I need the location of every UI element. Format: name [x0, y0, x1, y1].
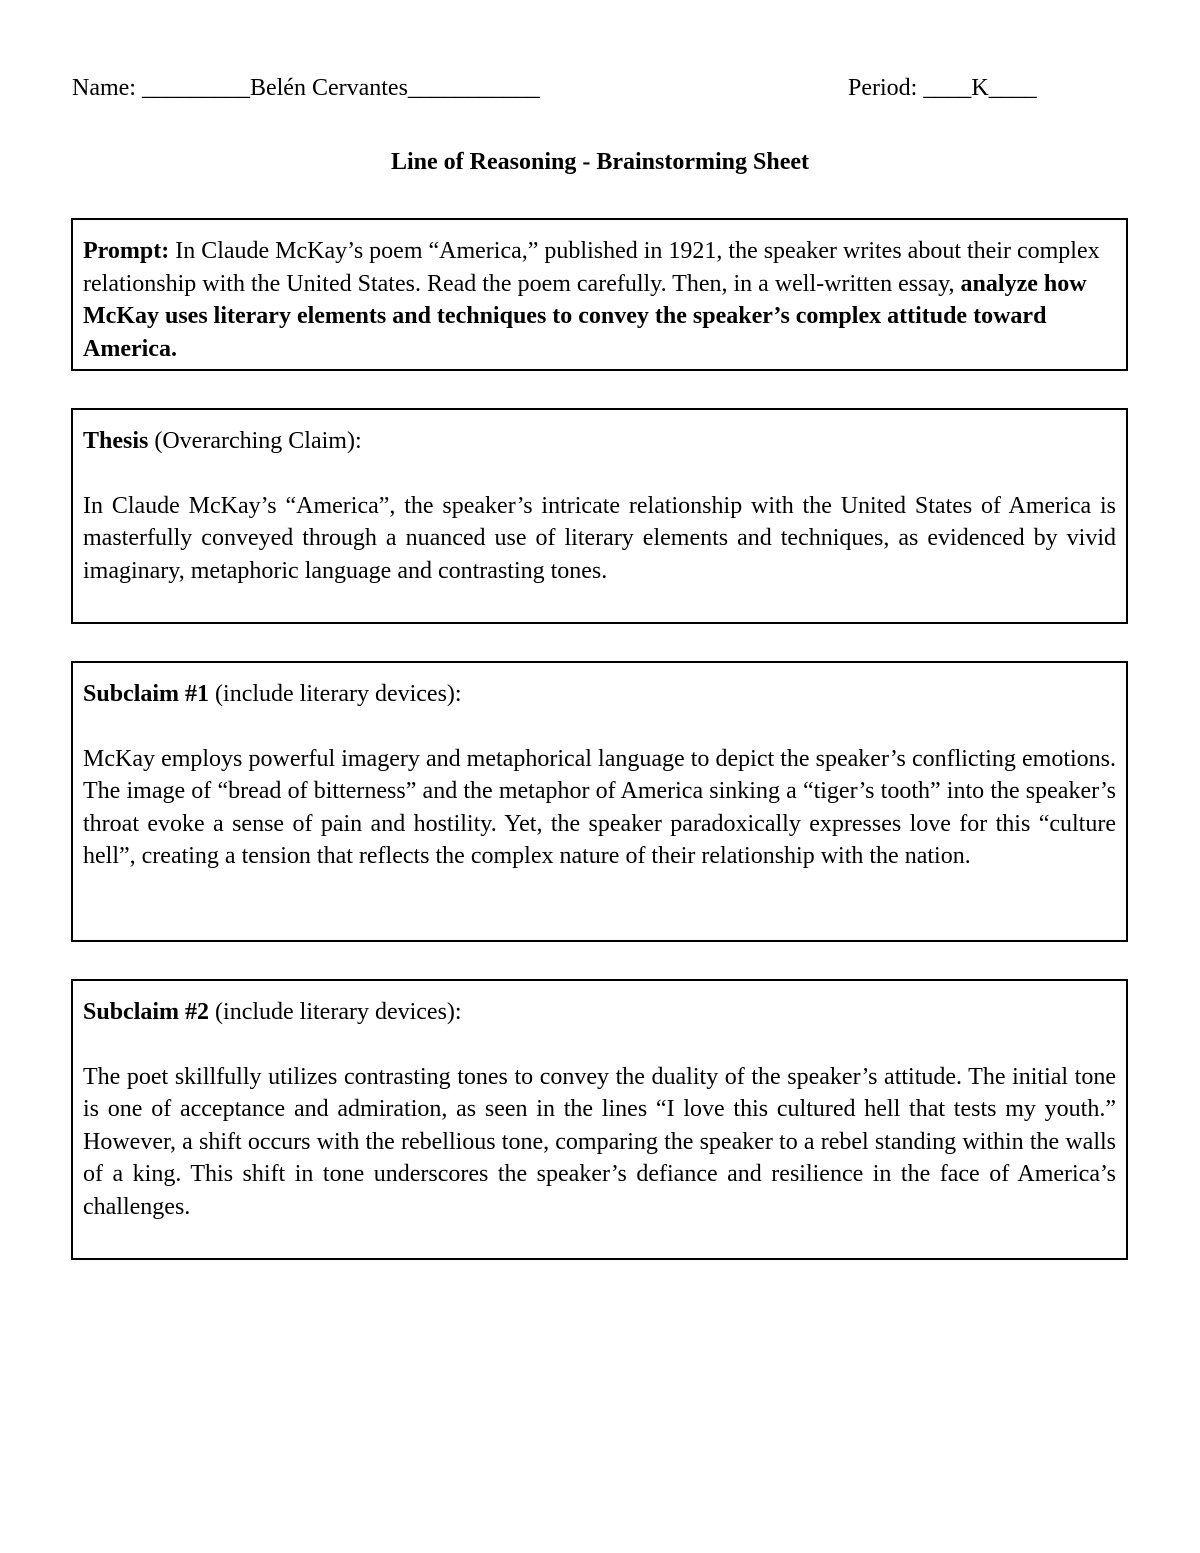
prompt-task-text: analyze how McKay uses literary elements and techniques to convey the speaker’s complex attitude toward America. — [83, 270, 1087, 362]
subclaim-1-heading — [83, 678, 1116, 711]
subclaim-1-label: Subclaim #1 — [83, 681, 210, 707]
thesis-box — [71, 408, 1128, 624]
subclaim-2-label: Subclaim #2 — [83, 999, 210, 1025]
prompt-text: In Claude McKay’s poem “America,” published in 1921, the speaker writes about their complex relationship with the United States. Read the poem carefully. Then, in a well-written essay, — [83, 238, 1100, 297]
subclaim-1-label-suffix: (include literary devices): — [209, 681, 462, 707]
subclaim-2-box — [71, 979, 1128, 1260]
subclaim-1-box — [71, 661, 1128, 942]
thesis-label-suffix: (Overarching Claim): — [148, 428, 362, 454]
thesis-heading — [83, 425, 1116, 458]
student-name-line: Name: _________Belén Cervantes___________ — [72, 75, 540, 101]
subclaim-2-body: The poet skillfully utilizes contrasting tones to convey the duality of the speaker’s attitude. The initial tone is one of acceptance and admiration, as seen in the lines “I love this cultured hell that tests my youth.” However, a shift occurs with the rebellious tone, comparing the speaker to a rebel standing within the walls of a king. This shift in tone underscores the speaker’s defiance and resilience in the face of America’s challenges. — [83, 1063, 1116, 1220]
thesis-body: In Claude McKay’s “America”, the speaker’s intricate relationship with the United States of America is masterfully conveyed through a nuanced use of literary elements and techniques, as evidenced by vivid imaginary, metaphoric language and contrasting tones. — [83, 492, 1116, 584]
prompt-paragraph — [83, 235, 1116, 365]
class-period-line: Period: ____K____ — [848, 75, 1037, 101]
subclaim-2-heading — [83, 996, 1116, 1029]
subclaim-2-label-suffix: (include literary devices): — [209, 999, 462, 1025]
thesis-label: Thesis — [83, 428, 149, 454]
prompt-label: Prompt: — [83, 238, 170, 264]
subclaim-1-body: McKay employs powerful imagery and metaphorical language to depict the speaker’s conflicting emotions. The image of “bread of bitterness” and the metaphor of America sinking a “tiger’s tooth” into the speaker’s throat evoke a sense of pain and hostility. Yet, the speaker paradoxically expresses love for this “culture hell”, creating a tension that reflects the complex nature of their relationship with the nation. — [83, 745, 1116, 869]
prompt-box — [71, 218, 1128, 371]
worksheet-title: Line of Reasoning - Brainstorming Sheet — [390, 149, 809, 175]
